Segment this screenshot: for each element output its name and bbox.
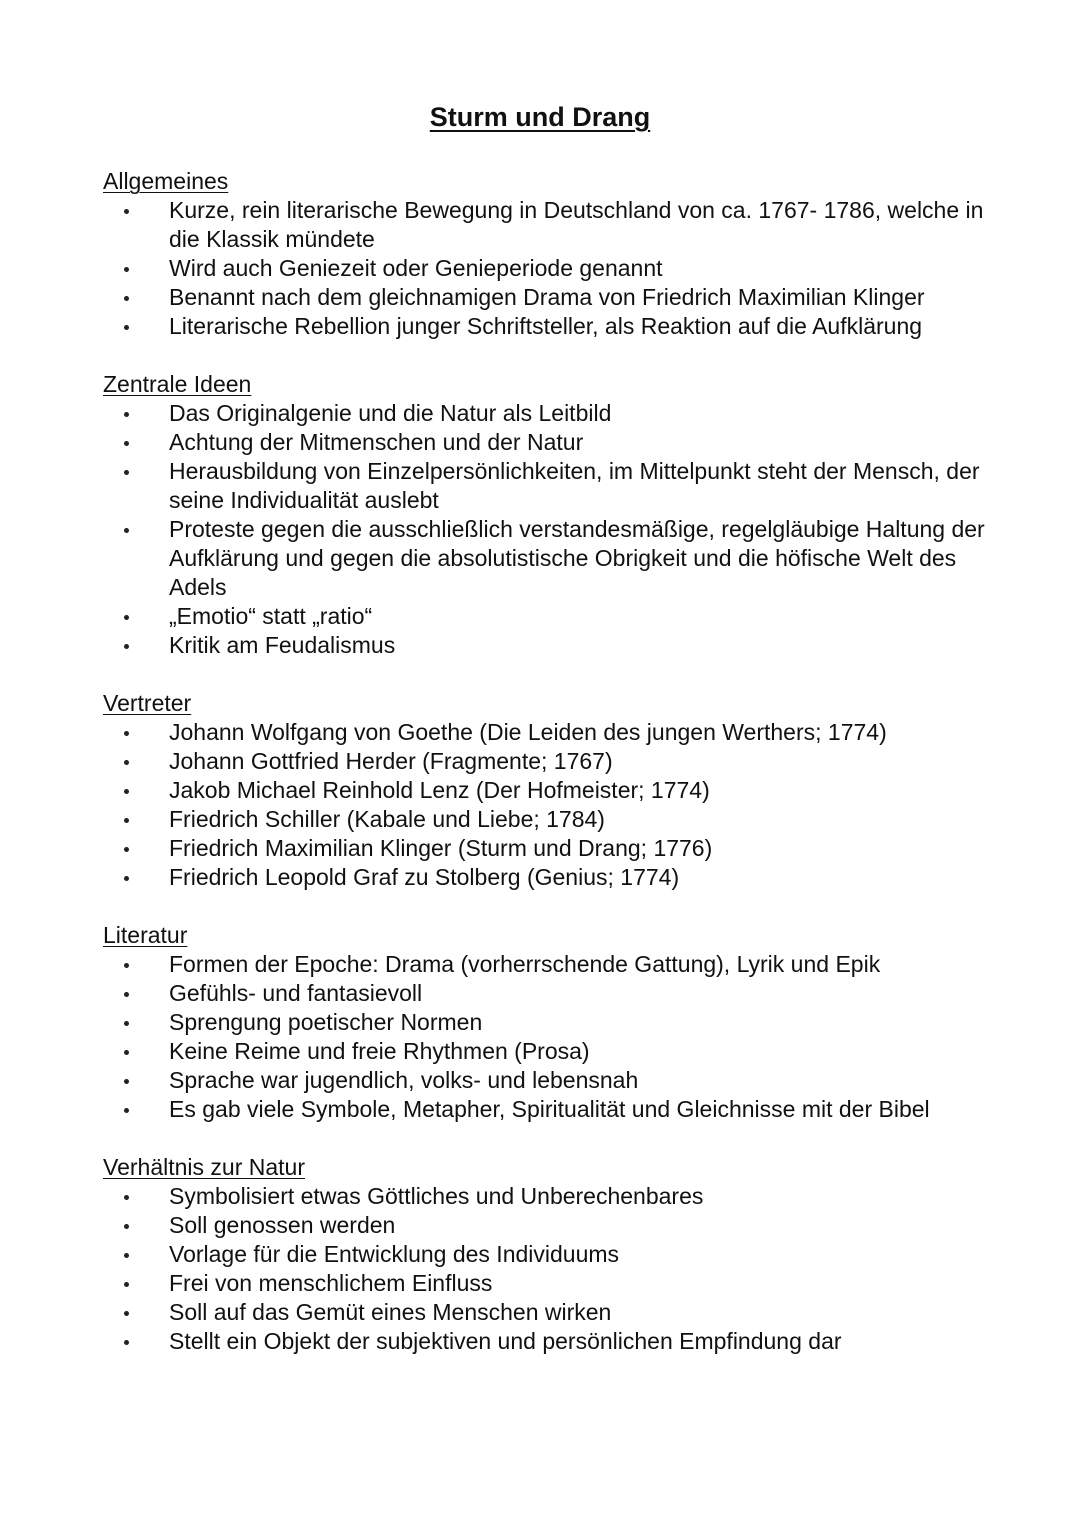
list-item — [103, 1327, 1003, 1356]
list-item-text: Frei von menschlichem Einfluss — [169, 1270, 493, 1296]
list-item — [103, 1037, 1003, 1066]
list-item — [103, 1182, 1003, 1211]
list-item-text: „Emotio“ statt „ratio“ — [169, 603, 373, 629]
list-item-text: Achtung der Mitmenschen und der Natur — [169, 429, 584, 455]
list-item-text: Friedrich Schiller (Kabale und Liebe; 1784) — [169, 806, 605, 832]
list-item-text: Friedrich Maximilian Klinger (Sturm und Drang; 1776) — [169, 835, 713, 861]
list-item-text: Benannt nach dem gleichnamigen Drama von Friedrich Maximilian Klinger — [169, 284, 925, 310]
list-item — [103, 950, 1003, 979]
list-item-text: Sprengung poetischer Normen — [169, 1009, 483, 1035]
bullet-icon — [124, 731, 129, 736]
bullet-icon — [124, 644, 129, 649]
bullet-icon — [124, 1311, 129, 1316]
list-item-text: Herausbildung von Einzelpersönlichkeiten, im Mittelpunkt steht der Mensch, der seine Individualität auslebt — [169, 458, 980, 513]
list-item-text: Wird auch Geniezeit oder Genieperiode genannt — [169, 255, 663, 281]
list-item-text: Kurze, rein literarische Bewegung in Deutschland von ca. 1767- 1786, welche in die Klassik mündete — [169, 197, 984, 252]
bullet-icon — [124, 325, 129, 330]
list-item — [103, 283, 1003, 312]
bullet-icon — [124, 209, 129, 214]
section-heading: Verhältnis zur Natur — [103, 1154, 305, 1180]
bullet-icon — [124, 789, 129, 794]
bullet-icon — [124, 1195, 129, 1200]
bullet-icon — [124, 963, 129, 968]
bullet-icon — [124, 296, 129, 301]
list-item — [103, 747, 1003, 776]
bullet-list — [103, 718, 1003, 892]
bullet-list — [103, 196, 1003, 341]
list-item — [103, 1269, 1003, 1298]
list-item — [103, 1095, 1003, 1124]
bullet-icon — [124, 1224, 129, 1229]
bullet-icon — [124, 992, 129, 997]
bullet-icon — [124, 441, 129, 446]
list-item — [103, 979, 1003, 1008]
list-item-text: Sprache war jugendlich, volks- und lebensnah — [169, 1067, 639, 1093]
bullet-list — [103, 950, 1003, 1124]
list-item — [103, 196, 1003, 254]
bullet-icon — [124, 818, 129, 823]
list-item-text: Jakob Michael Reinhold Lenz (Der Hofmeister; 1774) — [169, 777, 710, 803]
list-item-text: Keine Reime und freie Rhythmen (Prosa) — [169, 1038, 590, 1064]
bullet-icon — [124, 1340, 129, 1345]
bullet-icon — [124, 470, 129, 475]
section-allgemeines — [103, 167, 1003, 341]
bullet-icon — [124, 1282, 129, 1287]
section-heading: Vertreter — [103, 690, 192, 716]
list-item-text: Johann Gottfried Herder (Fragmente; 1767) — [169, 748, 613, 774]
list-item — [103, 776, 1003, 805]
list-item — [103, 312, 1003, 341]
list-item-text: Soll auf das Gemüt eines Menschen wirken — [169, 1299, 612, 1325]
list-item-text: Johann Wolfgang von Goethe (Die Leiden des jungen Werthers; 1774) — [169, 719, 887, 745]
section-literatur — [103, 921, 1003, 1124]
bullet-icon — [124, 1021, 129, 1026]
bullet-icon — [124, 615, 129, 620]
list-item — [103, 631, 1003, 660]
section-zentrale-ideen — [103, 370, 1003, 660]
list-item-text: Es gab viele Symbole, Metapher, Spiritualität und Gleichnisse mit der Bibel — [169, 1096, 930, 1122]
bullet-icon — [124, 1108, 129, 1113]
list-item — [103, 1298, 1003, 1327]
bullet-icon — [124, 760, 129, 765]
list-item-text: Das Originalgenie und die Natur als Leitbild — [169, 400, 612, 426]
list-item-text: Proteste gegen die ausschließlich verstandesmäßige, regelgläubige Haltung der Aufklärung und gegen die absolutistische Obrigkeit und die höfische Welt des Adels — [169, 516, 985, 600]
list-item-text: Stellt ein Objekt der subjektiven und persönlichen Empfindung dar — [169, 1328, 842, 1354]
section-heading: Allgemeines — [103, 168, 229, 194]
list-item — [103, 1008, 1003, 1037]
bullet-list — [103, 1182, 1003, 1356]
section-heading: Literatur — [103, 922, 188, 948]
list-item — [103, 805, 1003, 834]
list-item-text: Gefühls- und fantasievoll — [169, 980, 423, 1006]
section-verhaeltnis-zur-natur — [103, 1153, 1003, 1356]
list-item — [103, 399, 1003, 428]
list-item-text: Soll genossen werden — [169, 1212, 396, 1238]
page-title: Sturm und Drang — [429, 102, 651, 132]
bullet-icon — [124, 1079, 129, 1084]
list-item — [103, 834, 1003, 863]
bullet-icon — [124, 528, 129, 533]
bullet-list — [103, 399, 1003, 660]
list-item — [103, 428, 1003, 457]
list-item-text: Kritik am Feudalismus — [169, 632, 396, 658]
list-item-text: Friedrich Leopold Graf zu Stolberg (Genius; 1774) — [169, 864, 680, 890]
bullet-icon — [124, 267, 129, 272]
list-item — [103, 1066, 1003, 1095]
list-item — [103, 515, 1003, 602]
bullet-icon — [124, 876, 129, 881]
bullet-icon — [124, 847, 129, 852]
bullet-icon — [124, 1050, 129, 1055]
section-heading: Zentrale Ideen — [103, 371, 252, 397]
list-item-text: Vorlage für die Entwicklung des Individuums — [169, 1241, 620, 1267]
list-item — [103, 254, 1003, 283]
list-item — [103, 1240, 1003, 1269]
list-item — [103, 718, 1003, 747]
list-item-text: Symbolisiert etwas Göttliches und Unberechenbares — [169, 1183, 704, 1209]
list-item — [103, 602, 1003, 631]
bullet-icon — [124, 412, 129, 417]
list-item — [103, 863, 1003, 892]
list-item-text: Literarische Rebellion junger Schriftsteller, als Reaktion auf die Aufklärung — [169, 313, 923, 339]
list-item — [103, 1211, 1003, 1240]
list-item — [103, 457, 1003, 515]
bullet-icon — [124, 1253, 129, 1258]
list-item-text: Formen der Epoche: Drama (vorherrschende Gattung), Lyrik und Epik — [169, 951, 881, 977]
section-vertreter — [103, 689, 1003, 892]
